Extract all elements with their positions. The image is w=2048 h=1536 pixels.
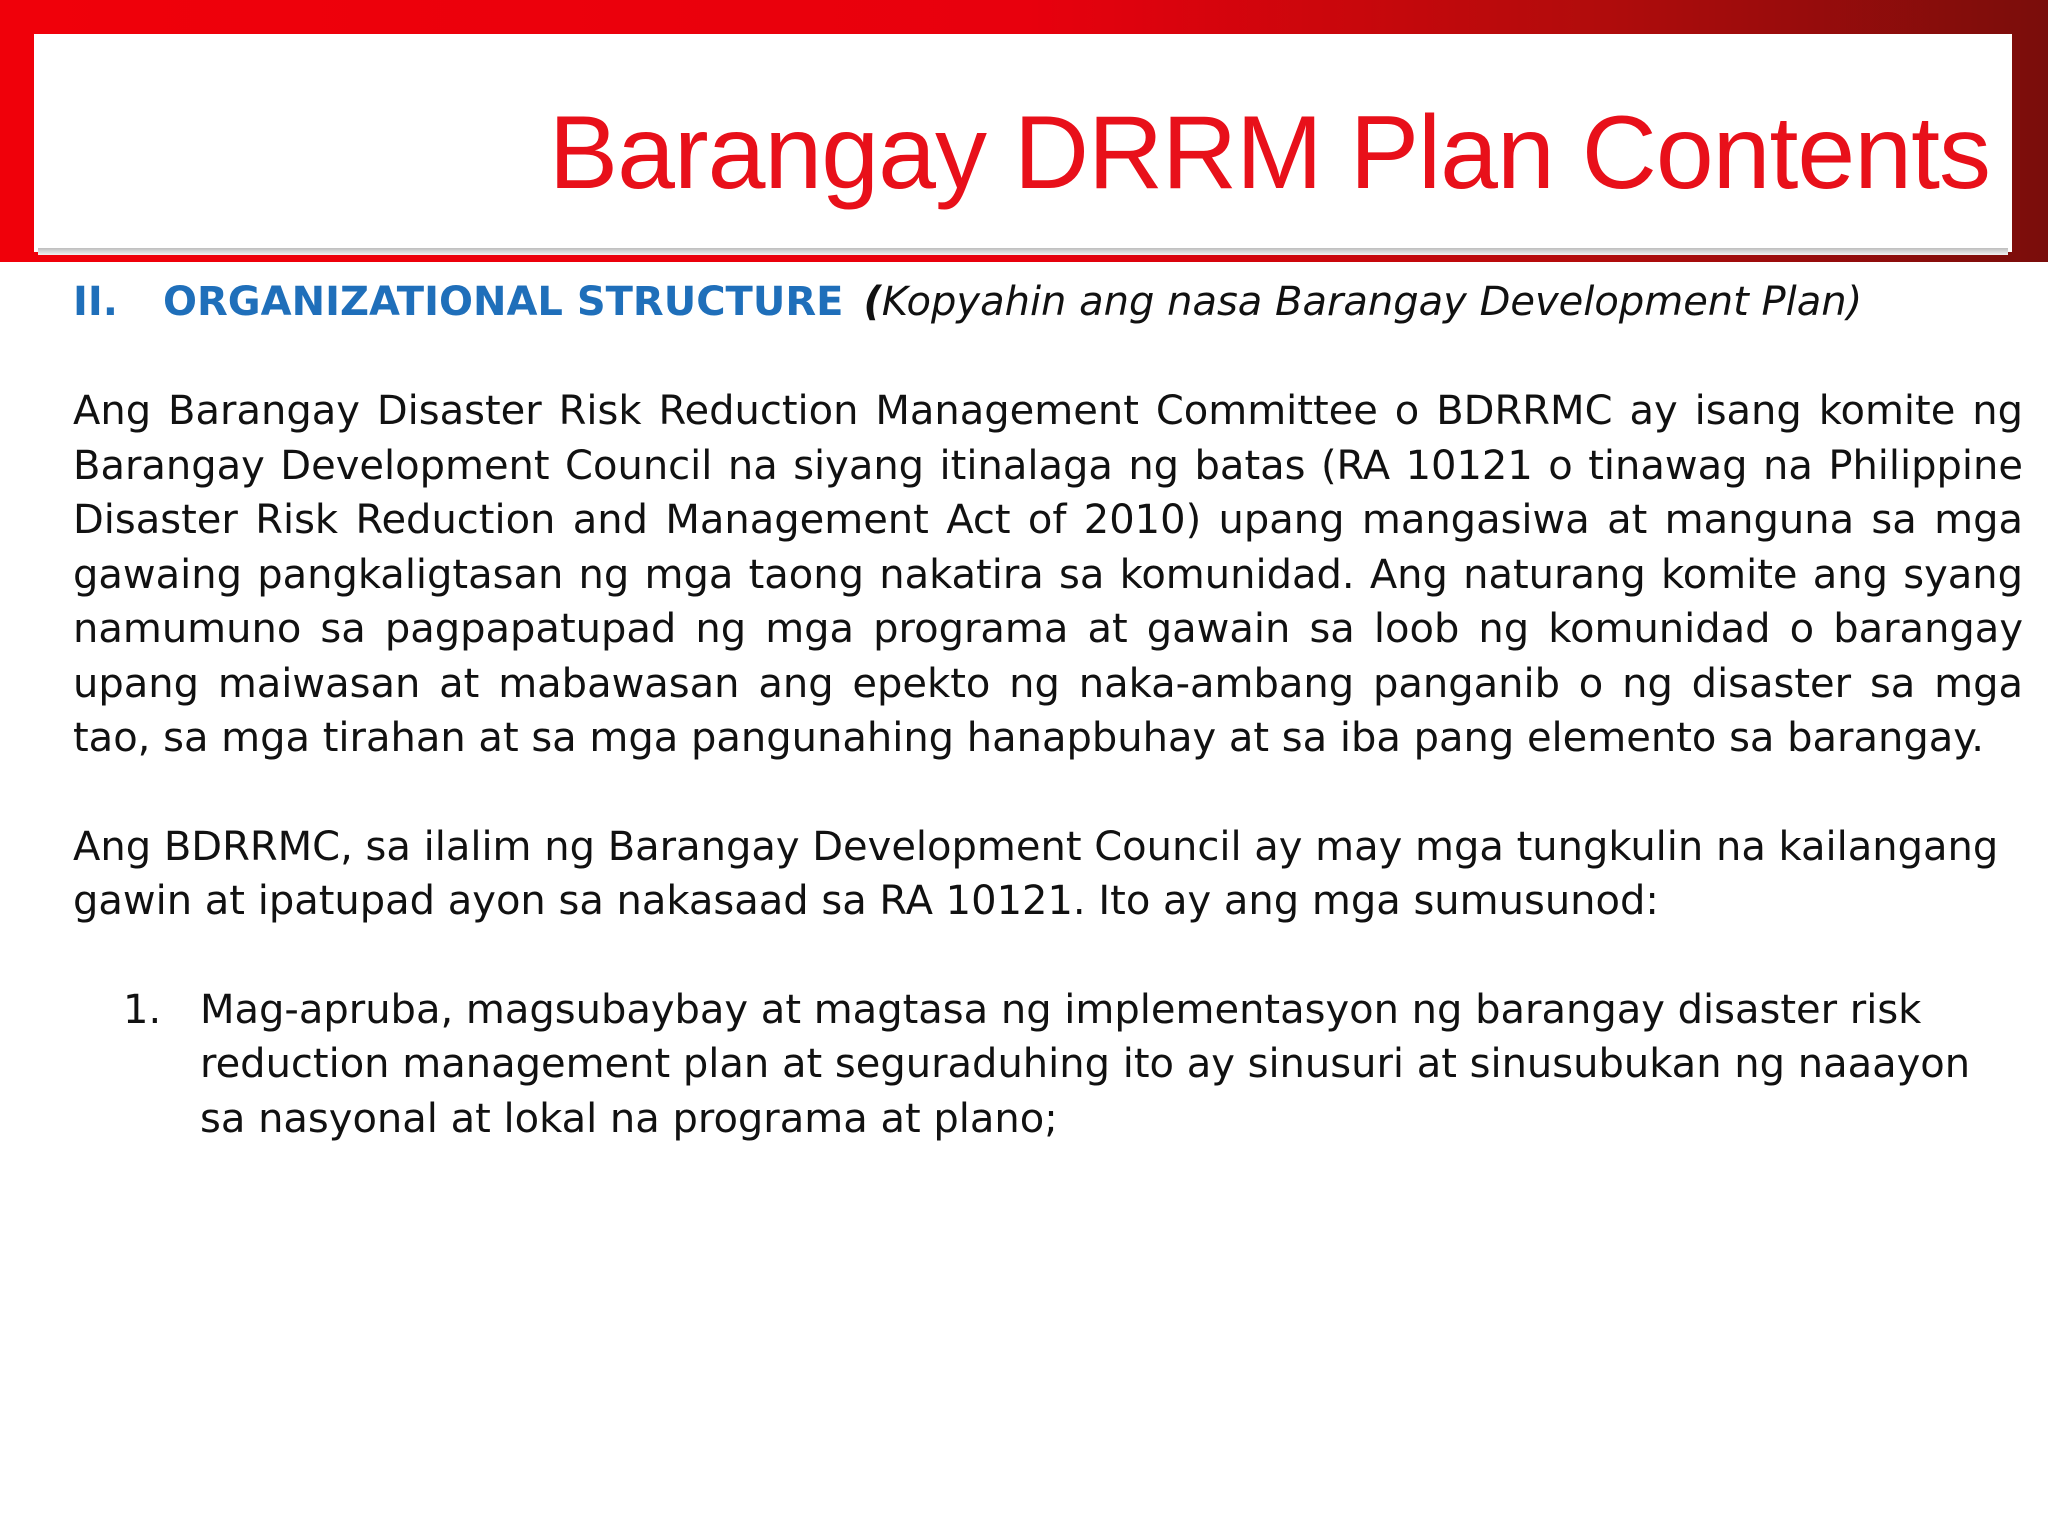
list-item-number: 1. — [123, 986, 162, 1033]
title-divider — [38, 248, 2008, 255]
duties-list — [73, 983, 2023, 1147]
list-item-text: Mag-apruba, magsubaybay at magtasa ng implementasyon ng barangay disaster risk reduction management plan at seguraduhing ito ay sinusuri at sinusubukan ng naaayon sa nasyonal at lokal na programa at plano; — [200, 986, 1971, 1142]
section-note-paren: ( — [863, 279, 882, 325]
section-note — [863, 279, 1862, 325]
section-number: II. — [73, 279, 118, 325]
section-name: ORGANIZATIONAL STRUCTURE — [163, 279, 844, 325]
paragraph-bdrrmc-definition: Ang Barangay Disaster Risk Reduction Management Committee o BDRRMC ay isang komite ng Barangay Development Council na siyang itinalaga ng batas (RA 10121 o tinawag na Philippine Disaster Risk Reduction and Management Act of 2010) upang mangasiwa at manguna sa mga gawaing pangkaligtasan ng mga taong nakatira sa komunidad. Ang naturang komite ang syang namumuno sa pagpapatupad ng mga programa at gawain sa loob ng komunidad o barangay upang maiwasan at mabawasan ang epekto ng naka-ambang panganib o ng disaster sa mga tao, sa mga tirahan at sa mga pangunahing hanapbuhay at sa iba pang elemento sa barangay. — [73, 388, 2023, 761]
section-note-text: Kopyahin ang nasa Barangay Development Plan) — [881, 279, 1863, 325]
page-title: Barangay DRRM Plan Contents — [548, 95, 1990, 211]
section-heading — [73, 275, 2023, 329]
paragraph-bdrrmc-duties: Ang BDRRMC, sa ilalim ng Barangay Development Council ay may mga tungkulin na kailangang gawin at ipatupad ayon sa nakasaad sa RA 10121. Ito ay ang mga sumusunod: — [73, 823, 1999, 924]
list-item — [73, 983, 2023, 1147]
slide-content — [73, 275, 2023, 1146]
